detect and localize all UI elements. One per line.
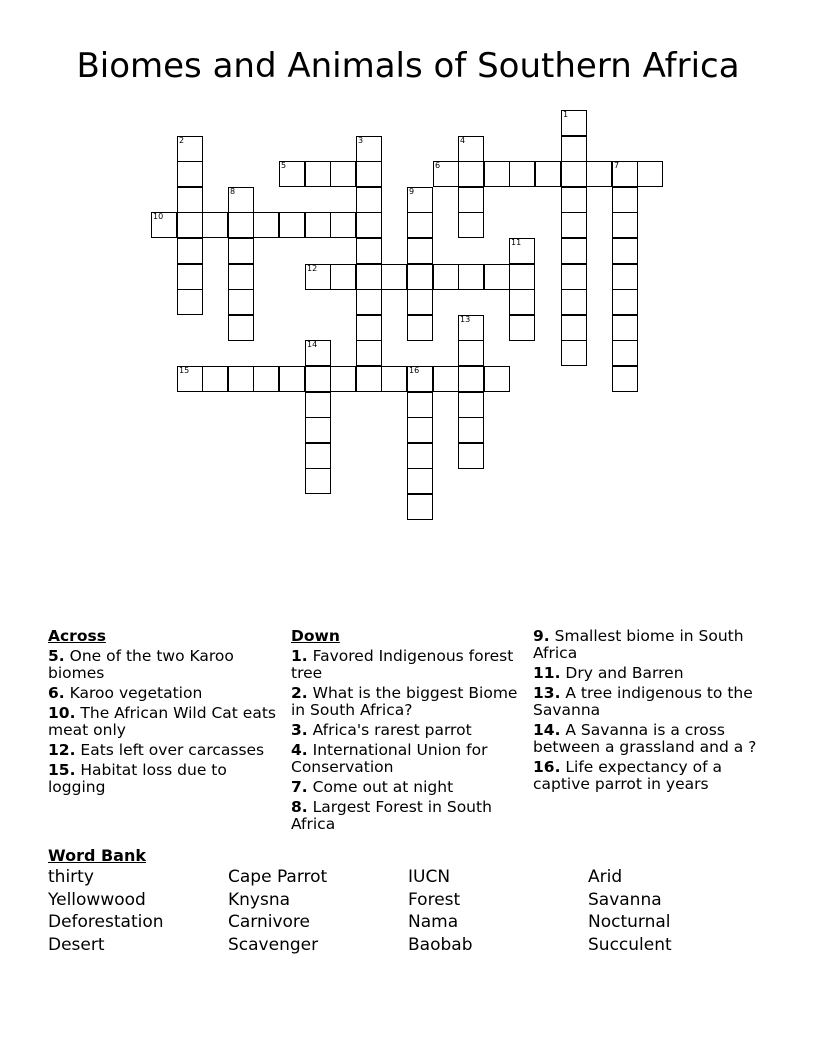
word-bank-word: Carnivore <box>228 912 311 933</box>
clue-item <box>533 759 768 793</box>
grid-cell[interactable] <box>305 340 331 366</box>
clue-number: 6. <box>48 684 65 702</box>
grid-cell[interactable] <box>509 238 535 264</box>
grid-cell[interactable] <box>458 392 484 418</box>
clue-item <box>48 742 283 759</box>
grid-cell[interactable] <box>458 417 484 443</box>
clue-item <box>291 722 526 739</box>
cell-number: 12 <box>307 264 318 273</box>
grid-cell[interactable] <box>612 238 638 264</box>
word-bank-word: Nocturnal <box>588 912 671 933</box>
clue-number: 10. <box>48 704 76 722</box>
word-bank-word: Knysna <box>228 889 291 910</box>
grid-cell[interactable] <box>177 366 203 392</box>
clue-number: 9. <box>533 627 550 645</box>
grid-cell[interactable] <box>356 212 382 238</box>
word-bank-word: Scavenger <box>228 935 319 956</box>
clue-text: Smallest biome in South Africa <box>533 627 744 662</box>
grid-cell[interactable] <box>433 366 459 392</box>
grid-cell[interactable] <box>612 366 638 392</box>
clue-number: 7. <box>291 778 308 796</box>
clue-text: Favored Indigenous forest tree <box>291 647 514 682</box>
clue-number: 3. <box>291 721 308 739</box>
word-bank-word: Deforestation <box>48 912 164 933</box>
cell-number: 6 <box>435 161 441 170</box>
clue-item <box>533 722 768 756</box>
grid-cell[interactable] <box>305 468 331 494</box>
cell-number: 10 <box>153 212 164 221</box>
grid-cell[interactable] <box>561 315 587 341</box>
grid-cell[interactable] <box>356 238 382 264</box>
across-heading: Across <box>48 627 106 645</box>
grid-cell[interactable] <box>484 264 510 290</box>
grid-cell[interactable] <box>381 264 407 290</box>
clue-number: 11. <box>533 664 561 682</box>
grid-cell[interactable] <box>458 315 484 341</box>
grid-cell[interactable] <box>612 264 638 290</box>
grid-cell[interactable] <box>305 264 331 290</box>
word-bank-word: Baobab <box>408 935 473 956</box>
clue-number: 2. <box>291 684 308 702</box>
word-bank-word: thirty <box>48 867 94 887</box>
grid-cell[interactable] <box>458 340 484 366</box>
cell-number: 5 <box>281 161 287 170</box>
grid-cell[interactable] <box>535 161 561 187</box>
grid-cell[interactable] <box>561 340 587 366</box>
grid-cell[interactable] <box>279 366 305 392</box>
grid-cell[interactable] <box>407 443 433 469</box>
word-bank-word: Desert <box>48 935 105 956</box>
cell-number: 13 <box>460 315 471 324</box>
grid-cell[interactable] <box>458 212 484 238</box>
cell-number: 2 <box>179 136 185 145</box>
grid-cell[interactable] <box>356 315 382 341</box>
grid-cell[interactable] <box>228 366 254 392</box>
across-clues <box>48 628 283 799</box>
grid-cell[interactable] <box>305 392 331 418</box>
grid-cell[interactable] <box>305 417 331 443</box>
clue-text: International Union for Conservation <box>291 741 488 776</box>
grid-cell[interactable] <box>202 212 228 238</box>
word-bank-heading: Word Bank <box>48 846 147 865</box>
grid-cell[interactable] <box>305 212 331 238</box>
grid-cell[interactable] <box>305 366 331 392</box>
grid-cell[interactable] <box>228 289 254 315</box>
grid-cell[interactable] <box>177 161 203 187</box>
grid-cell[interactable] <box>253 212 279 238</box>
grid-cell[interactable] <box>177 264 203 290</box>
grid-cell[interactable] <box>253 366 279 392</box>
grid-cell[interactable] <box>356 264 382 290</box>
clue-text: A Savanna is a cross between a grassland and a ? <box>533 721 757 756</box>
grid-cell[interactable] <box>407 238 433 264</box>
grid-cell[interactable] <box>381 366 407 392</box>
down-clues <box>291 628 526 836</box>
grid-cell[interactable] <box>407 494 433 520</box>
grid-cell[interactable] <box>202 366 228 392</box>
clue-item <box>48 762 283 796</box>
clue-number: 4. <box>291 741 308 759</box>
grid-cell[interactable] <box>458 264 484 290</box>
word-bank-word: IUCN <box>408 867 451 887</box>
clue-item <box>533 685 768 719</box>
cell-number: 11 <box>511 238 522 247</box>
clue-item <box>48 705 283 739</box>
word-bank-word: Arid <box>588 867 623 887</box>
grid-cell[interactable] <box>356 340 382 366</box>
cell-number: 16 <box>409 366 420 375</box>
clue-item <box>291 648 526 682</box>
grid-cell[interactable] <box>177 238 203 264</box>
grid-cell[interactable] <box>407 264 433 290</box>
word-bank-word: Nama <box>408 912 459 933</box>
grid-cell[interactable] <box>151 212 177 238</box>
clue-item <box>291 799 526 833</box>
grid-cell[interactable] <box>305 161 331 187</box>
clue-item <box>291 742 526 776</box>
grid-cell[interactable] <box>228 212 254 238</box>
grid-cell[interactable] <box>561 110 587 136</box>
grid-cell[interactable] <box>177 212 203 238</box>
clue-number: 15. <box>48 761 76 779</box>
grid-cell[interactable] <box>561 187 587 213</box>
clue-text: Dry and Barren <box>565 664 684 682</box>
grid-cell[interactable] <box>561 161 587 187</box>
clue-item <box>533 628 768 662</box>
grid-cell[interactable] <box>177 187 203 213</box>
grid-cell[interactable] <box>279 161 305 187</box>
clue-text: A tree indigenous to the Savanna <box>533 684 753 719</box>
clue-text: Eats left over carcasses <box>80 741 265 759</box>
grid-cell[interactable] <box>612 212 638 238</box>
grid-cell[interactable] <box>356 289 382 315</box>
grid-cell[interactable] <box>433 264 459 290</box>
grid-cell[interactable] <box>612 289 638 315</box>
grid-cell[interactable] <box>228 264 254 290</box>
word-bank-word: Yellowwood <box>48 889 146 910</box>
clue-text: One of the two Karoo biomes <box>48 647 234 682</box>
grid-cell[interactable] <box>330 264 356 290</box>
word-bank <box>48 846 768 956</box>
clue-text: Africa's rarest parrot <box>312 721 472 739</box>
grid-cell[interactable] <box>228 315 254 341</box>
grid-cell[interactable] <box>561 136 587 162</box>
grid-cell[interactable] <box>612 187 638 213</box>
grid-cell[interactable] <box>228 187 254 213</box>
grid-cell[interactable] <box>561 289 587 315</box>
grid-cell[interactable] <box>509 315 535 341</box>
cell-number: 4 <box>460 136 466 145</box>
cell-number: 1 <box>563 110 569 119</box>
clue-text: Largest Forest in South Africa <box>291 798 492 833</box>
cell-number: 8 <box>230 187 236 196</box>
grid-cell[interactable] <box>458 187 484 213</box>
grid-cell[interactable] <box>612 161 638 187</box>
grid-cell[interactable] <box>305 443 331 469</box>
cell-number: 9 <box>409 187 415 196</box>
clue-number: 12. <box>48 741 76 759</box>
grid-cell[interactable] <box>561 212 587 238</box>
grid-cell[interactable] <box>279 212 305 238</box>
down-clues-continued <box>533 628 768 796</box>
grid-cell[interactable] <box>458 161 484 187</box>
grid-cell[interactable] <box>330 212 356 238</box>
clue-number: 8. <box>291 798 308 816</box>
cell-number: 14 <box>307 340 318 349</box>
clue-number: 16. <box>533 758 561 776</box>
grid-cell[interactable] <box>484 366 510 392</box>
grid-cell[interactable] <box>228 238 254 264</box>
grid-cell[interactable] <box>586 161 612 187</box>
clue-item <box>291 779 526 796</box>
word-bank-word: Forest <box>408 889 461 910</box>
grid-cell[interactable] <box>407 187 433 213</box>
cell-number: 7 <box>614 161 620 170</box>
clue-number: 14. <box>533 721 561 739</box>
grid-cell[interactable] <box>509 264 535 290</box>
grid-cell[interactable] <box>433 161 459 187</box>
grid-cell[interactable] <box>458 443 484 469</box>
grid-cell[interactable] <box>330 366 356 392</box>
grid-cell[interactable] <box>177 289 203 315</box>
grid-cell[interactable] <box>407 468 433 494</box>
grid-cell[interactable] <box>356 136 382 162</box>
clue-number: 1. <box>291 647 308 665</box>
grid-cell[interactable] <box>407 289 433 315</box>
clue-text: What is the biggest Biome in South Africa? <box>291 684 518 719</box>
clue-number: 13. <box>533 684 561 702</box>
clue-text: Life expectancy of a captive parrot in years <box>533 758 722 793</box>
clue-text: The African Wild Cat eats meat only <box>48 704 276 739</box>
grid-cell[interactable] <box>612 315 638 341</box>
clue-item <box>291 685 526 719</box>
grid-cell[interactable] <box>356 366 382 392</box>
grid-cell[interactable] <box>407 392 433 418</box>
cell-number: 15 <box>179 366 190 375</box>
grid-cell[interactable] <box>561 264 587 290</box>
clue-number: 5. <box>48 647 65 665</box>
down-heading: Down <box>291 627 340 645</box>
clue-item <box>48 685 283 702</box>
clue-item <box>533 665 768 682</box>
word-bank-word: Succulent <box>588 935 672 956</box>
clue-text: Karoo vegetation <box>69 684 203 702</box>
grid-cell[interactable] <box>407 315 433 341</box>
grid-cell[interactable] <box>637 161 663 187</box>
cell-number: 3 <box>358 136 364 145</box>
grid-cell[interactable] <box>561 238 587 264</box>
clue-text: Come out at night <box>312 778 454 796</box>
grid-cell[interactable] <box>330 161 356 187</box>
grid-cell[interactable] <box>356 161 382 187</box>
grid-cell[interactable] <box>356 187 382 213</box>
grid-cell[interactable] <box>509 161 535 187</box>
clue-item <box>48 648 283 682</box>
grid-cell[interactable] <box>458 136 484 162</box>
grid-cell[interactable] <box>407 366 433 392</box>
clue-text: Habitat loss due to logging <box>48 761 227 796</box>
grid-cell[interactable] <box>177 136 203 162</box>
grid-cell[interactable] <box>407 212 433 238</box>
grid-cell[interactable] <box>484 161 510 187</box>
page-title: Biomes and Animals of Southern Africa <box>76 46 740 86</box>
grid-cell[interactable] <box>458 366 484 392</box>
grid-cell[interactable] <box>509 289 535 315</box>
grid-cell[interactable] <box>407 417 433 443</box>
word-bank-word: Savanna <box>588 889 662 910</box>
grid-cell[interactable] <box>612 340 638 366</box>
word-bank-word: Cape Parrot <box>228 867 328 887</box>
